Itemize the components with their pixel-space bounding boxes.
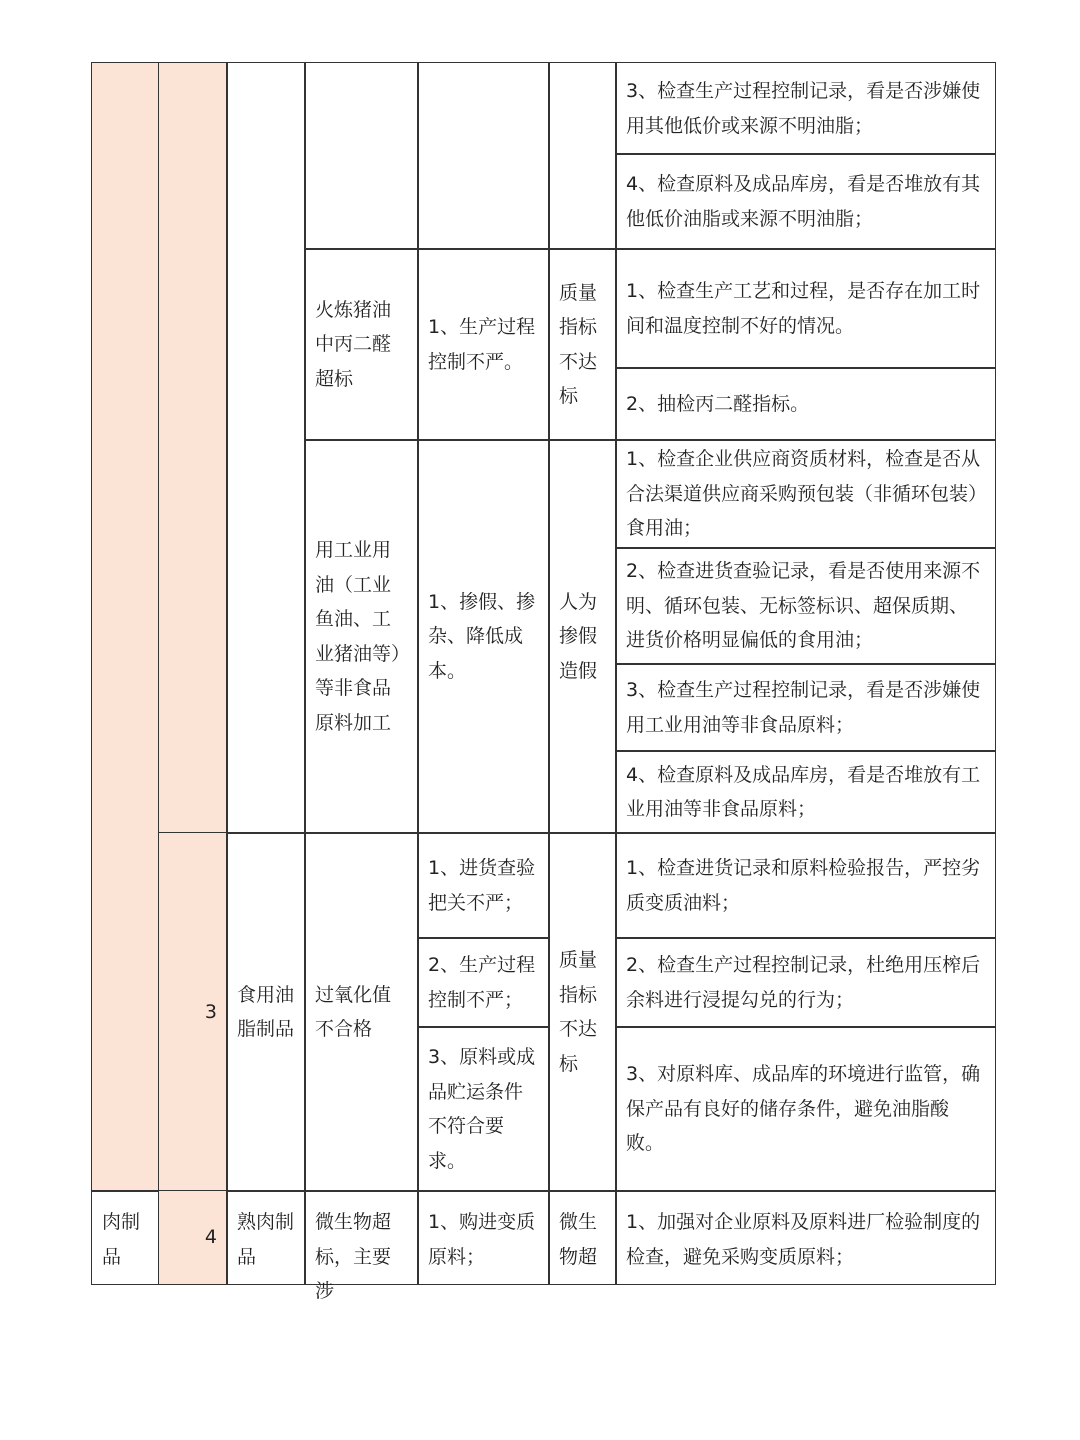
issue-cell-peroxide: 过氧化值不合格 <box>304 832 419 1192</box>
risk-type-cell-microbe: 微生物超 <box>548 1190 617 1285</box>
risk-type-cell-mda: 质量指标不达标 <box>548 248 617 441</box>
cause-cell-microbe: 1、购进变质原料； <box>417 1190 550 1285</box>
cause-cell: 1、进货查验把关不严； <box>417 832 550 939</box>
number-cell-continued <box>158 62 228 834</box>
measure-cell: 1、加强对企业原料及原料进厂检验制度的检查，避免采购变质原料； <box>615 1190 996 1285</box>
measure-cell: 1、检查企业供应商资质材料，检查是否从合法渠道供应商采购预包装（非循环包装）食用油； <box>615 439 996 549</box>
cause-cell: 3、原料或成品贮运条件不符合要求。 <box>417 1026 550 1192</box>
measure-cell: 1、检查生产工艺和过程，是否存在加工时间和温度控制不好的情况。 <box>615 248 996 369</box>
measure-cell: 2、抽检丙二醛指标。 <box>615 367 996 441</box>
cause-cell-industrial-oil: 1、掺假、掺杂、降低成本。 <box>417 439 550 834</box>
cause-cell-continued <box>417 62 550 250</box>
risk-type-cell-industrial-oil: 人为掺假造假 <box>548 439 617 834</box>
subcategory-cell-continued <box>226 62 306 834</box>
measure-cell: 3、检查生产过程控制记录，看是否涉嫌使用工业用油等非食品原料； <box>615 663 996 752</box>
risk-type-cell-peroxide: 质量指标不达标 <box>548 832 617 1192</box>
cause-cell-mda: 1、生产过程控制不严。 <box>417 248 550 441</box>
subcategory-cell-oil-products: 食用油脂制品 <box>226 832 306 1192</box>
category-cell-continued <box>91 62 160 1192</box>
measure-cell: 2、检查生产过程控制记录，杜绝用压榨后余料进行浸提勾兑的行为； <box>615 937 996 1028</box>
measure-cell: 2、检查进货查验记录，看是否使用来源不明、循环包装、无标签标识、超保质期、进货价格明显偏低的食用油； <box>615 547 996 665</box>
issue-cell-microbe: 微生物超标，主要涉 <box>304 1190 419 1285</box>
measure-cell: 4、检查原料及成品库房，看是否堆放有工业用油等非食品原料； <box>615 750 996 834</box>
category-cell-meat: 肉制品 <box>91 1190 160 1285</box>
number-cell-4: 4 <box>158 1190 228 1285</box>
measure-cell: 3、检查生产过程控制记录，看是否涉嫌使用其他低价或来源不明油脂； <box>615 62 996 155</box>
issue-cell-mda: 火炼猪油中丙二醛超标 <box>304 248 419 441</box>
measure-cell: 4、检查原料及成品库房，看是否堆放有其他低价油脂或来源不明油脂； <box>615 153 996 250</box>
cause-cell: 2、生产过程控制不严； <box>417 937 550 1028</box>
number-cell-3: 3 <box>158 832 228 1192</box>
measure-cell: 1、检查进货记录和原料检验报告，严控劣质变质油料； <box>615 832 996 939</box>
subcategory-cell-cooked-meat: 熟肉制品 <box>226 1190 306 1285</box>
measure-cell: 3、对原料库、成品库的环境进行监管，确保产品有良好的储存条件，避免油脂酸败。 <box>615 1026 996 1192</box>
risk-type-cell-continued <box>548 62 617 250</box>
issue-cell-industrial-oil: 用工业用油（工业鱼油、工业猪油等）等非食品原料加工 <box>304 439 419 834</box>
issue-cell-continued <box>304 62 419 250</box>
